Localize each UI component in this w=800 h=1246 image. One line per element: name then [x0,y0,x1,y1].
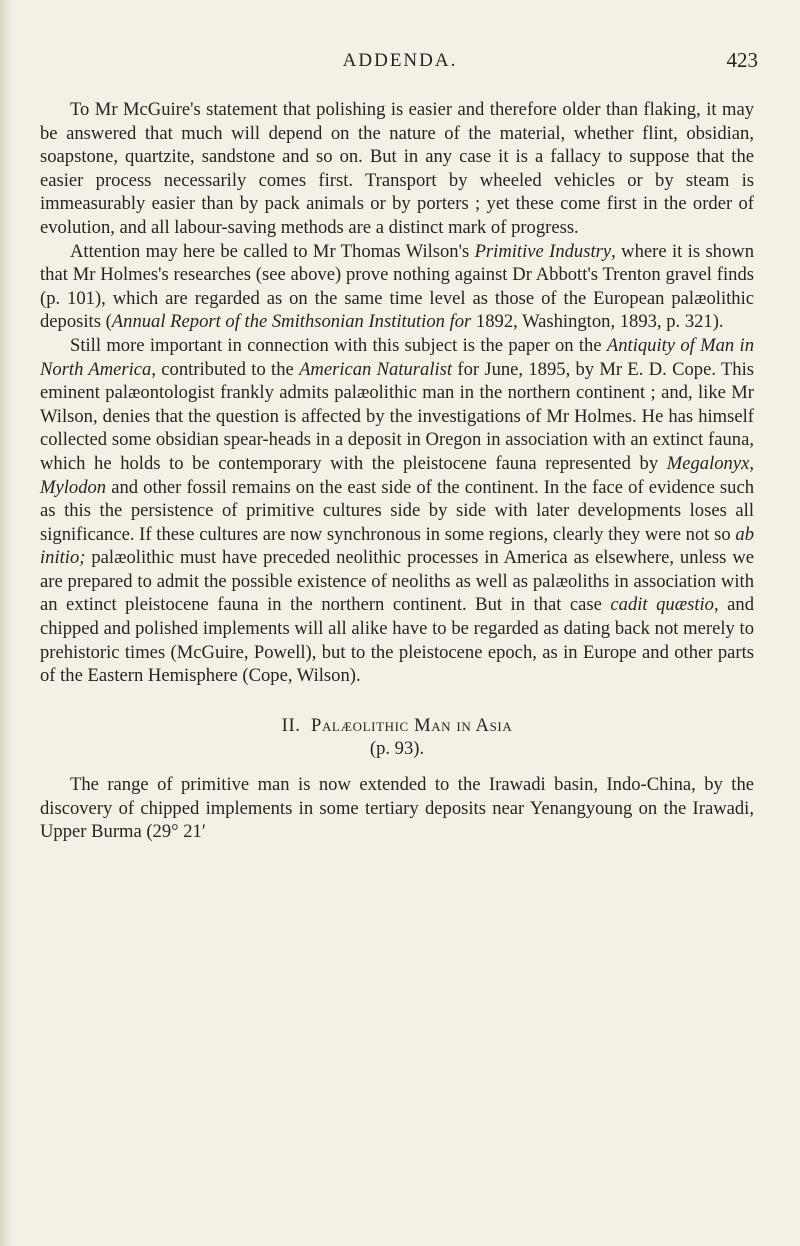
section-title: Palæolithic Man in Asia [311,714,513,736]
paragraph-irawadi [40,773,754,844]
para2-text-2: , where it is shown that Mr Holmes's researches (see above) prove nothing against Dr Abbott's Trenton gravel finds (p. 101), which are regarded as on the same time level as those of the European palæolithic deposits ( [40,240,755,333]
page-gutter [0,0,14,1246]
para3-text-3: for June, 1895, by Mr E. D. Cope. This eminent palæontologist frankly admits palæolithic man in the northern continent ; and, like Mr Wilson, denies that the question is affected by the investigations of Mr Holmes. He has himself collected some obsidian spear-heads in a deposit in Oregon in association with an extinct fauna, which he holds to be contemporary with the pleistocene fauna represented by [40,358,755,474]
para3-text-7: , and chipped and polished implements will all alike have to be regarded as dating back not merely to prehistoric times (McGuire, Powell), but to the pleistocene epoch, as in Europe and other parts of the Eastern Hemisphere (Cope, Wilson). [40,594,754,687]
term-megalonyx: Megalonyx [666,452,750,474]
term-mylodon: Mylodon [40,476,107,498]
title-annual-report: Annual Report of the Smithsonian Institution for [111,311,472,333]
para3-text-5: and other fossil remains on the east side of the continent. In the face of evidence such as this the persistence of primitive cultures side by side with later developments loses all significance. If these cultures are now synchronous in some regions, clearly they were not so [40,476,754,545]
para3-text-4: , [749,452,754,474]
paragraph-wilson [40,240,754,334]
para3-text-1: Still more important in connection with this subject is the paper on the [70,334,607,356]
term-ab-initio: ab initio; [40,523,754,569]
paragraph-cope [40,334,754,688]
page-header [40,50,760,80]
para4-text: The range of primitive man is now extended to the Irawadi basin, Indo-China, by the discovery of chipped implements in some tertiary deposits near Yenangyoung on the Irawadi, Upper Burma (29° 21′ [40,774,754,843]
running-head: ADDENDA. [342,50,458,71]
page-number: 423 [726,48,758,72]
section-numeral: II. [281,714,301,736]
para2-text-1: Attention may here be called to Mr Thomas Wilson's [70,240,475,262]
title-american-naturalist: American Naturalist [299,358,453,380]
para1-text: To Mr McGuire's statement that polishing is easier and therefore older than flaking, it may be answered that much will depend on the nature of the material, whether flint, obsidian, soapstone, quartzite, sandstone and so on. But in any case it is a fallacy to suppose that the easier process necessarily comes first. Transport by wheeled vehicles or by steam is immeasurably easier than by pack animals or by porters ; yet these come first in the order of evolution, and all labour-saving methods are a distinct mark of progress. [40,99,754,238]
para3-text-6: palæolithic must have preceded neolithic processes in America as elsewhere, unless we are prepared to admit the possible existence of neoliths as well as palæoliths in association with an extinct pleistocene fauna in the northern continent. But in that case [40,547,754,616]
section-heading [40,714,754,738]
body-text [40,98,754,844]
term-cadit-quaestio: cadit quæstio [610,594,714,616]
paragraph-mcguire [40,98,754,240]
para2-text-3: 1892, Washington, 1893, p. 321). [471,311,724,333]
title-antiquity-of-man: Antiquity of Man in North America [40,334,754,380]
para3-text-2: , contributed to the [151,358,300,380]
section-page-ref: (p. 93). [369,738,425,760]
title-primitive-industry: Primitive Industry [474,240,612,262]
